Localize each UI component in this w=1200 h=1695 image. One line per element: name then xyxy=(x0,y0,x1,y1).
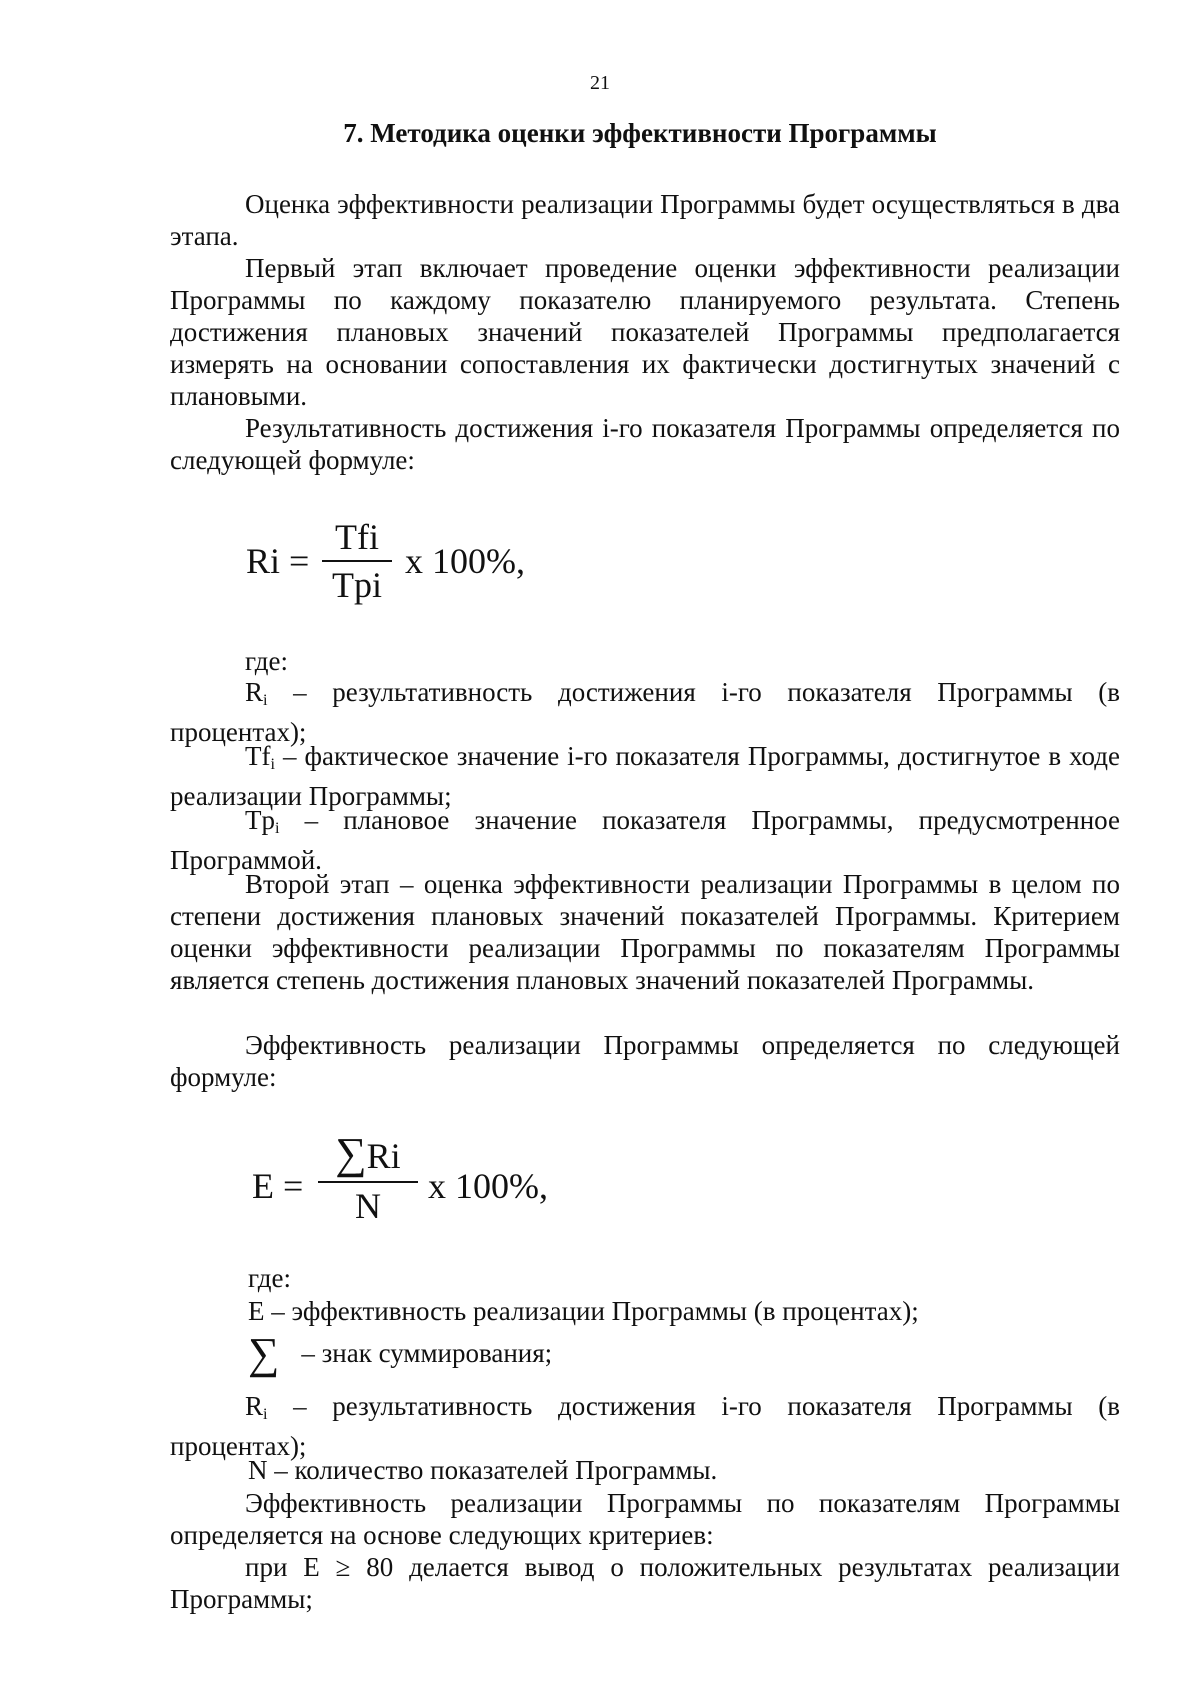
definition-ri-2-subscript: i xyxy=(263,1405,268,1423)
formula-e-suffix: x 100%, xyxy=(428,1166,548,1206)
definition-sigma-text: – знак суммирования; xyxy=(301,1338,553,1368)
formula-e-numerator-text: Ri xyxy=(366,1136,401,1176)
paragraph-6: Эффективность реализации Программы по показателям Программы определяется на основе следующих критериев: xyxy=(170,1488,1120,1550)
definition-ri-symbol: R xyxy=(245,677,264,707)
paragraph-3: Результативность достижения i-го показателя Программы определяется по следующей формуле: xyxy=(170,413,1120,475)
page-number: 21 xyxy=(590,72,610,94)
sigma-icon: ∑ xyxy=(248,1329,280,1378)
definition-sigma xyxy=(248,1329,553,1378)
formula-ri-numerator: Tfi xyxy=(322,516,392,562)
formula-e-lhs: E = xyxy=(252,1166,304,1206)
definition-ri xyxy=(170,676,1120,748)
definition-ri-subscript: i xyxy=(263,691,268,709)
definition-e: E – эффективность реализации Программы (в процентах); xyxy=(248,1296,919,1326)
formula-ri-fraction xyxy=(322,516,392,606)
paragraph-4: Второй этап – оценка эффективности реализации Программы в целом по степени достижения плановых значений показателей Программы. Критерием оценки эффективности реализации Программы по показателям Программы является степень достижения плановых значений показателей Программы. xyxy=(170,869,1120,995)
definition-tp-symbol: Tp xyxy=(245,805,275,835)
definition-tf-symbol: Tf xyxy=(245,741,271,771)
sigma-icon: ∑ xyxy=(335,1129,367,1178)
paragraph-1: Оценка эффективности реализации Программы будет осуществляться в два этапа. xyxy=(170,189,1120,251)
paragraph-5: Эффективность реализации Программы определяется по следующей формуле: xyxy=(170,1030,1120,1092)
definition-ri-2-text: – результативность достижения i-го показателя Программы (в процентах); xyxy=(170,1391,1120,1461)
definition-tp-subscript: i xyxy=(275,819,280,837)
section-title: 7. Методика оценки эффективности Программы xyxy=(343,118,937,148)
where-label-2: где: xyxy=(248,1263,291,1293)
definition-ri-2-symbol: R xyxy=(245,1391,264,1421)
paragraph-2: Первый этап включает проведение оценки эффективности реализации Программы по каждому показателю планируемого результата. Степень достижения плановых значений показателей Программы предполагается измерять на основании сопоставления их фактически достигнутых значений с плановыми. xyxy=(170,253,1120,411)
formula-e-denominator: N xyxy=(355,1186,381,1226)
definition-ri-text: – результативность достижения i-го показателя Программы (в процентах); xyxy=(170,677,1120,747)
paragraph-7: при E ≥ 80 делается вывод о положительных результатах реализации Программы; xyxy=(170,1552,1120,1614)
formula-ri-denominator: Tpi xyxy=(332,565,382,605)
definition-tf xyxy=(170,740,1120,812)
where-label-1: где: xyxy=(245,646,288,676)
definition-tf-subscript: i xyxy=(270,755,275,773)
definition-ri-2 xyxy=(170,1390,1120,1462)
definition-n: N – количество показателей Программы. xyxy=(248,1455,718,1485)
definition-tp-text: – плановое значение показателя Программы, предусмотренное Программой. xyxy=(170,805,1120,875)
formula-e-numerator xyxy=(318,1128,418,1183)
formula-ri-lhs: Ri = xyxy=(246,541,310,581)
definition-tf-text: – фактическое значение i-го показателя Программы, достигнутое в ходе реализации Программы; xyxy=(170,741,1120,811)
formula-ri-suffix: x 100%, xyxy=(405,541,525,581)
formula-e-fraction xyxy=(318,1128,418,1227)
definition-tp xyxy=(170,804,1120,876)
